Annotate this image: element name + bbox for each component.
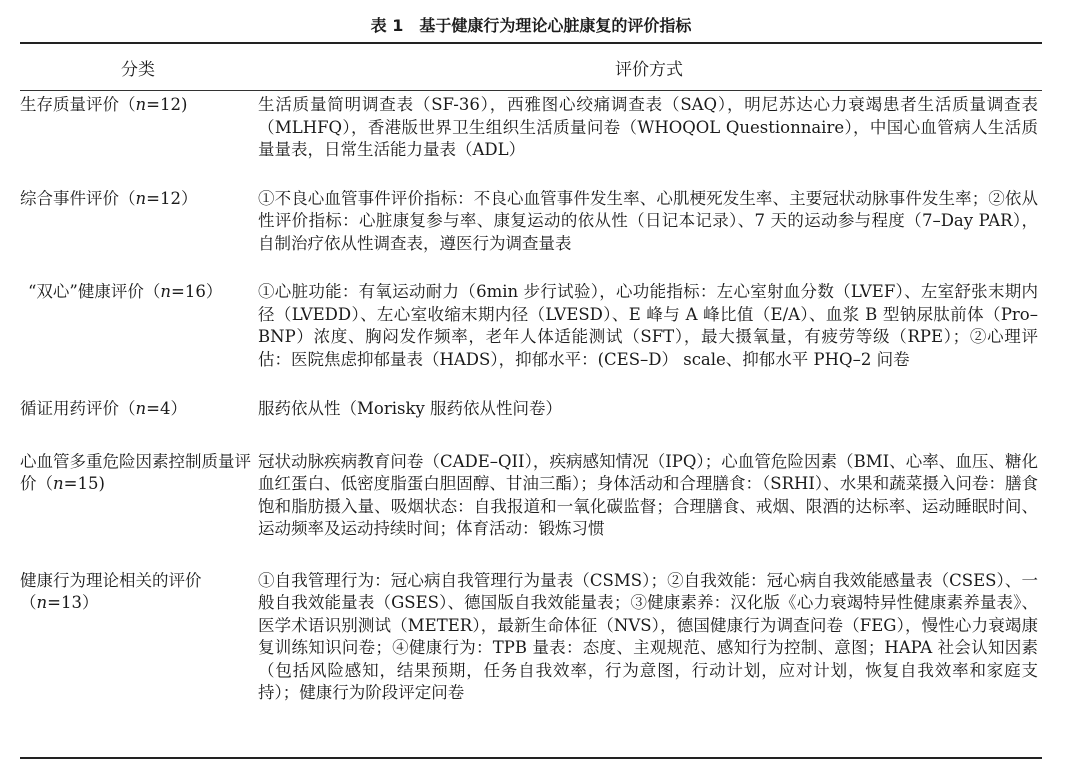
table-caption: 表 1 基于健康行为理论心脏康复的评价指标 — [370, 16, 692, 35]
row-category: 综合事件评价（n=12） — [20, 188, 198, 208]
row-method: ①自我管理行为：冠心病自我管理行为量表（CSMS）；②自我效能：冠心病自我效能感量表（CSES）、一般自我效能量表（GSES）、德国版自我效能量表；③健康素养：汉化版《心力衰竭特异性健康素养量表》、医学术语识别测试（METER），最新生命体征（NVS），德国健康行为调查问卷（FEG），慢性心力衰竭康复训练知识问卷；④健康行为：TPB 量表：态度、主观规范、感知行为控制、意图；HAPA 社会认知因素（包括风险感知，结果预期，任务自我效率，行为意图，行动计划，应对计划，恢复自我效率和家庭支持）；健康行为阶段评定问卷 — [258, 570, 1038, 702]
table-row — [20, 94, 1042, 162]
row-method: ①不良心血管事件评价指标：不良心血管事件发生率、心肌梗死发生率、主要冠状动脉事件发生率；②依从性评价指标：心脏康复参与率、康复运动的依从性（日记本记录）、7 天的运动参与程度（7–Day PAR），自制治疗依从性调查表，遵医行为调查量表 — [258, 188, 1038, 253]
header-method: 评价方式 — [615, 59, 683, 80]
row-method: 服药依从性（Morisky 服药依从性问卷） — [258, 399, 563, 418]
bottom-rule — [20, 757, 1042, 759]
row-method: 生活质量简明调查表（SF-36），西雅图心绞痛调查表（SAQ），明尼苏达心力衰竭患者生活质量调查表（MLHFQ），香港版世界卫生组织生活质量问卷（WHOQOL Questionnaire），中国心血管病人生活质量量表，日常生活能力量表（ADL） — [258, 95, 1038, 159]
row-category: 循证用药评价（n=4） — [20, 399, 187, 418]
row-method: 冠状动脉疾病教育问卷（CADE–QII），疾病感知情况（IPQ）；心血管危险因素（BMI、心率、血压、糖化血红蛋白、低密度脂蛋白胆固醇、甘油三酯）；身体活动和合理膳食：（SRHI）、水果和蔬菜摄入问卷：膳食饱和脂肪摄入量、吸烟状态：自我报道和一氧化碳监督；合理膳食、戒烟、限酒的达标率、运动睡眠时间、运动频率及运动持续时间；体育活动：锻炼习惯 — [258, 451, 1038, 538]
row-method: ①心脏功能：有氧运动耐力（6min 步行试验），心功能指标：左心室射血分数（LVEF）、左室舒张末期内径（LVEDD）、左心室收缩末期内径（LVESD）、E 峰与 A 峰比值（E/A）、血浆 B 型钠尿肽前体（Pro–BNP）浓度、胸闷发作频率，老年人体适能测试（SFT），最大摄氧量，有疲劳等级（RPE）；②心理评估：医院焦虑抑郁量表（HADS），抑郁水平：(CES–D） scale、抑郁水平 PHQ–2 问卷 — [258, 282, 1038, 369]
table-row — [20, 398, 1042, 421]
table-container — [20, 12, 1042, 705]
header-category: 分类 — [121, 59, 155, 80]
table-row — [20, 451, 1042, 541]
row-category: 生存质量评价（n=12) — [20, 95, 188, 114]
row-category: 健康行为理论相关的评价（n=13） — [20, 570, 202, 612]
table-header — [20, 44, 1042, 91]
table-row — [20, 570, 1042, 705]
row-category: “双心”健康评价（n=16） — [28, 282, 223, 301]
table-row — [20, 188, 1042, 256]
table-row — [20, 281, 1042, 371]
row-category: 心血管多重危险因素控制质量评价（n=15) — [20, 451, 251, 493]
